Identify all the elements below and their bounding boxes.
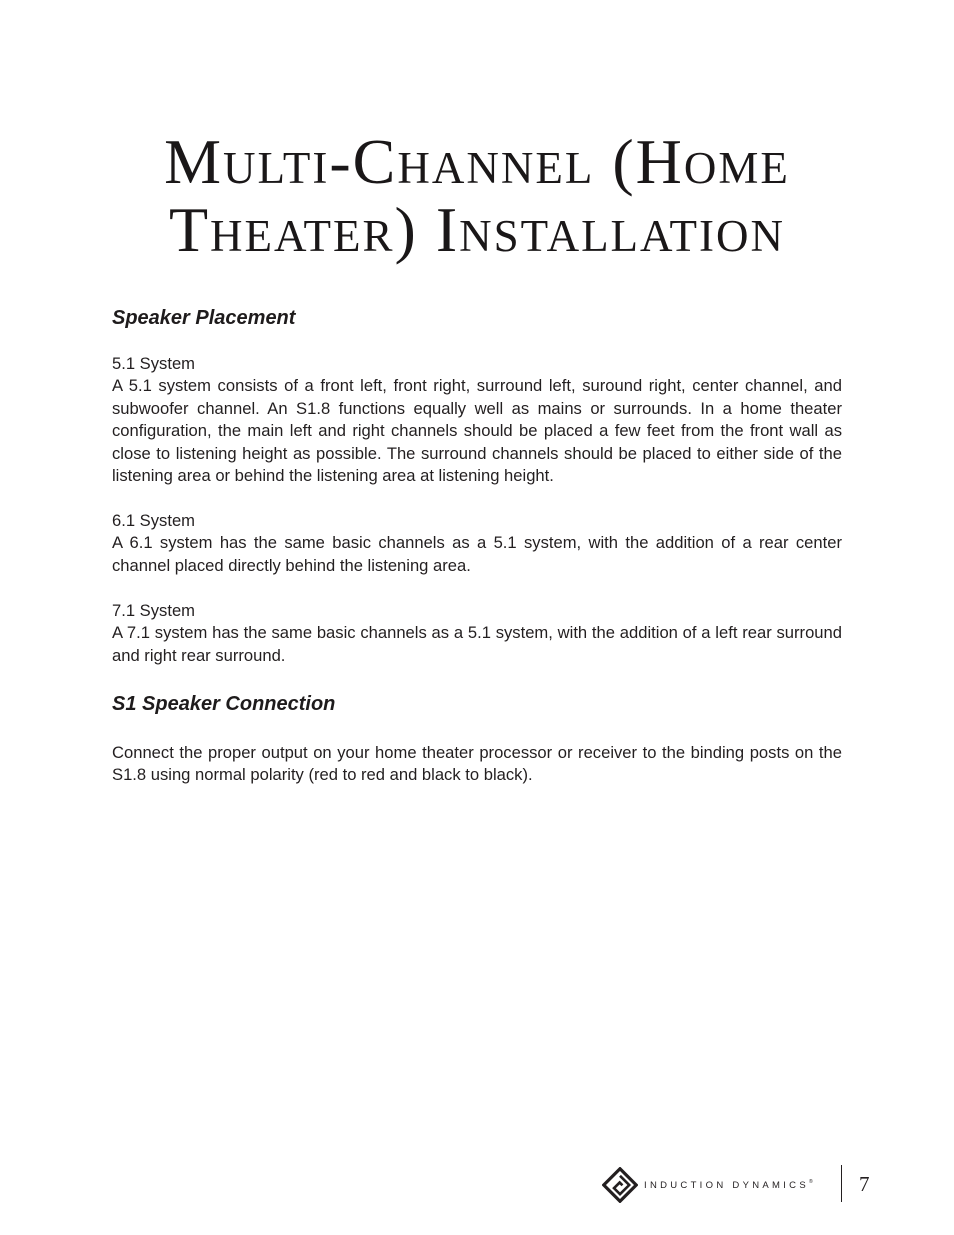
- induction-dynamics-logo-icon: [602, 1167, 638, 1203]
- page-number: 7: [859, 1172, 870, 1196]
- system-7-1-block: [112, 600, 842, 667]
- page-title: [0, 128, 954, 264]
- brand-name: INDUCTION DYNAMICS®: [644, 1179, 813, 1191]
- system-5-1-label: 5.1 System: [112, 354, 196, 373]
- system-6-1-block: [112, 510, 842, 577]
- system-6-1-label: 6.1 System: [112, 511, 196, 530]
- page-title-line-2: Theater) Installation: [168, 194, 786, 265]
- page-title-line-1: Multi-Channel (Home: [164, 126, 790, 197]
- page-footer: [602, 1165, 902, 1205]
- system-5-1-text: A 5.1 system consists of a front left, front right, surround left, suround right, center channel, and subwoofer channel. An S1.8 functions equally well as mains or surrounds. In a home theater configuration, the main left and right channels should be placed a few feet from the front wall as close to listening height as possible. The surround channels should be placed to either side of the listening area or behind the listening area at listening height.: [112, 376, 842, 486]
- system-6-1-text: A 6.1 system has the same basic channels as a 5.1 system, with the addition of a rear center channel placed directly behind the listening area.: [112, 533, 842, 575]
- system-7-1-text: A 7.1 system has the same basic channels as a 5.1 system, with the addition of a left rear surround and right rear surround.: [112, 623, 842, 665]
- speaker-connection-heading: S1 Speaker Connection: [112, 693, 336, 715]
- system-7-1-label: 7.1 System: [112, 601, 196, 620]
- footer-divider: [841, 1165, 842, 1202]
- system-5-1-block: [112, 353, 842, 487]
- speaker-connection-text: Connect the proper output on your home theater processor or receiver to the binding posts on the S1.8 using normal polarity (red to red and black to black).: [112, 743, 842, 785]
- speaker-placement-heading: Speaker Placement: [112, 307, 296, 329]
- trademark-symbol: ®: [808, 1179, 813, 1185]
